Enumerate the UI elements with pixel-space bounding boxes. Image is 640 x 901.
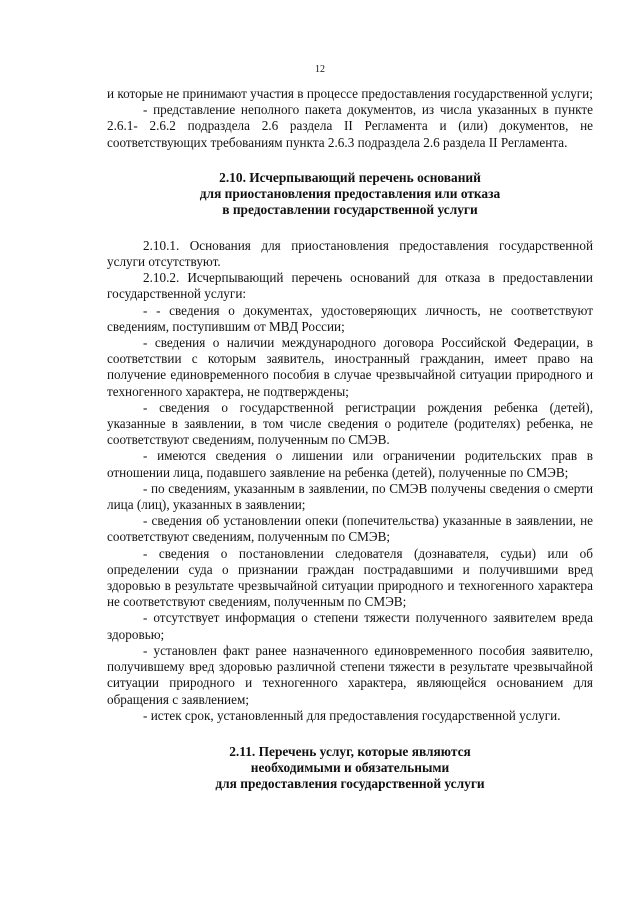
document-body <box>107 86 593 792</box>
list-item: - отсутствует информация о степени тяжести полученного заявителем вреда здоровью; <box>107 610 593 642</box>
section-heading-2-11 <box>107 744 593 792</box>
heading-line: для приостановления предоставления или отказа <box>199 185 501 201</box>
list-item: - сведения о государственной регистрации рождения ребенка (детей), указанные в заявлении, в том числе сведения о родителе (родителях) ребенка, не соответствуют сведениям, полученным по СМЭВ. <box>107 399 593 448</box>
page-number: 12 <box>315 64 325 75</box>
list-item: - установлен факт ранее назначенного единовременного пособия заявителю, получившему вред здоровью различной степени тяжести в результате чрезвычайной ситуации природного и техногенного характера, являющейся основанием для обращения с заявлением; <box>107 642 593 707</box>
heading-line: 2.11. Перечень услуг, которые являются <box>229 743 471 759</box>
list-item-incomplete-documents: - представление неполного пакета документов, из числа указанных в пункте 2.6.1- 2.6.2 подраздела 2.6 раздела II Регламента и (или) документов, не соответствующих требованиям пункта 2.6.3 подраздела 2.6 раздела II Регламента. <box>107 102 593 150</box>
list-item: - сведения о постановлении следователя (дознавателя, судьи) или об определении суда о признании граждан пострадавшими и получившими вред здоровью в результате чрезвычайной ситуации природного и техногенного характера не соответствуют сведениям, полученным по СМЭВ; <box>107 545 593 610</box>
heading-line: для предоставления государственной услуги <box>215 775 485 791</box>
list-item: - сведения о наличии международного договора Российской Федерации, в соответствии с которым заявитель, иностранный гражданин, имеет право на получение единовременного пособия в случае чрезвычайной ситуации природного и техногенного характера, не подтверждены; <box>107 335 593 399</box>
list-item: - истек срок, установленный для предоставления государственной услуги. <box>143 707 561 723</box>
list-item: - сведения об установлении опеки (попечительства) указанные в заявлении, не соответствуют сведениям, полученным по СМЭВ; <box>107 513 593 545</box>
list-item: - имеются сведения о лишении или ограничении родительских прав в отношении лица, подавшего заявление на ребенка (детей), полученные по СМЭВ; <box>107 448 593 480</box>
list-item: - - сведения о документах, удостоверяющих личность, не соответствуют сведениям, поступившим от МВД России; <box>107 302 593 334</box>
heading-line: необходимыми и обязательными <box>250 759 450 775</box>
heading-line: в предоставлении государственной услуги <box>222 201 478 217</box>
paragraph-2-10-2: 2.10.2. Исчерпывающий перечень оснований для отказа в предоставлении государственной услуги: <box>107 270 593 302</box>
paragraph-continuation: и которые не принимают участия в процессе предоставления государственной услуги; <box>107 86 593 101</box>
heading-line: 2.10. Исчерпывающий перечень оснований <box>219 169 481 185</box>
list-item: - по сведениям, указанным в заявлении, по СМЭВ получены сведения о смерти лица (лиц), указанных в заявлении; <box>107 480 593 513</box>
paragraph-2-10-1: 2.10.1. Основания для приостановления предоставления государственной услуги отсутствуют. <box>107 237 593 270</box>
section-heading-2-10 <box>107 170 593 218</box>
